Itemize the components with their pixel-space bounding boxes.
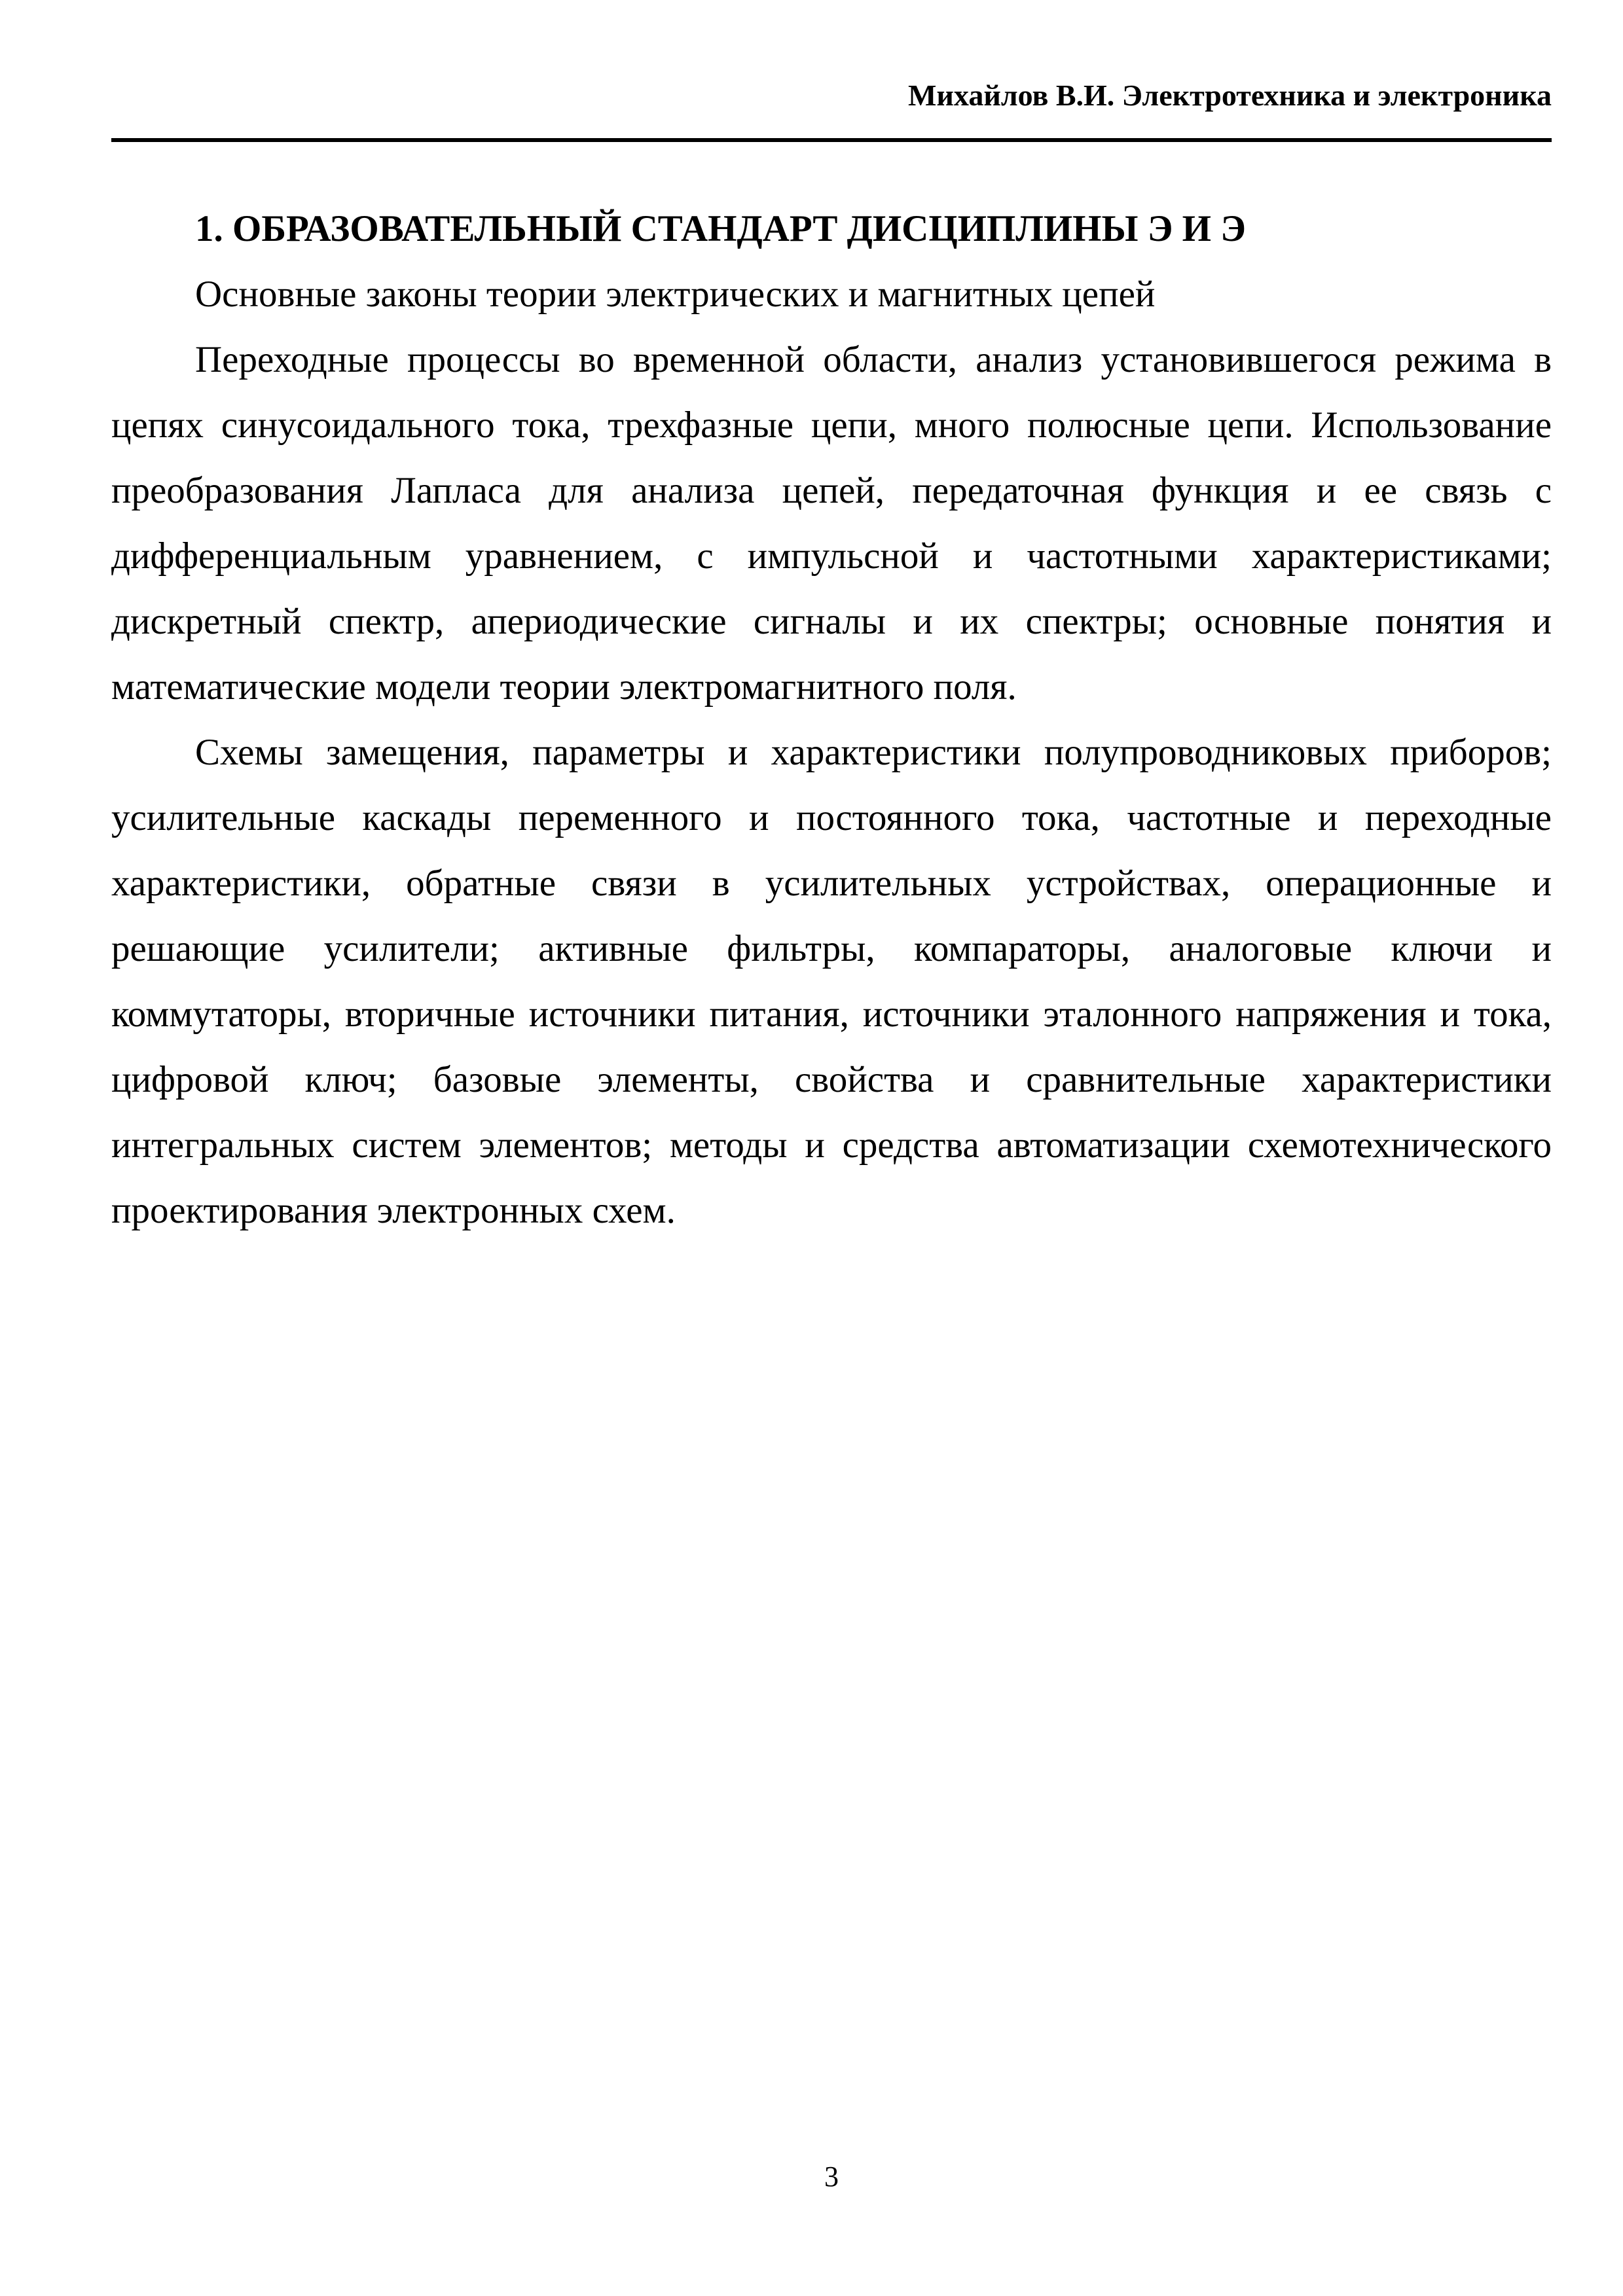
section-heading: 1. ОБРАЗОВАТЕЛЬНЫЙ СТАНДАРТ ДИСЦИПЛИНЫ Э И Э <box>195 208 1246 249</box>
paragraph-electronics: Схемы замещения, параметры и характеристики полупроводниковых приборов; усилительные каскады переменного и постоянного тока, частотные и переходные характеристики, обратные связи в усилительных устройствах, операционные и решающие усилители; активные фильтры, компараторы, аналоговые ключи и коммутаторы, вторичные источники питания, источники эталонного напряжения и тока, цифровой ключ; базовые элементы, свойства и сравнительные характеристики интегральных систем элементов; методы и средства автоматизации схемотехнического проектирования электронных схем. <box>111 732 1552 1231</box>
paragraph-circuits: Переходные процессы во временной области, анализ установившегося режима в цепях синусоидального тока, трехфазные цепи, много полюсные цепи. Использование преобразования Лапласа для анализа цепей, передаточная функция и ее связь с дифференциальным уравнением, с импульсной и частотными характеристиками; дискретный спектр, апериодические сигналы и их спектры; основные понятия и математические модели теории электромагнитного поля. <box>111 339 1552 708</box>
page-number: 3 <box>824 2161 839 2193</box>
page-content <box>111 196 1552 1244</box>
running-header: Михайлов В.И. Электротехника и электроника <box>908 79 1552 112</box>
header-rule-divider <box>111 138 1552 142</box>
paragraph-intro: Основные законы теории электрических и магнитных цепей <box>195 274 1156 315</box>
